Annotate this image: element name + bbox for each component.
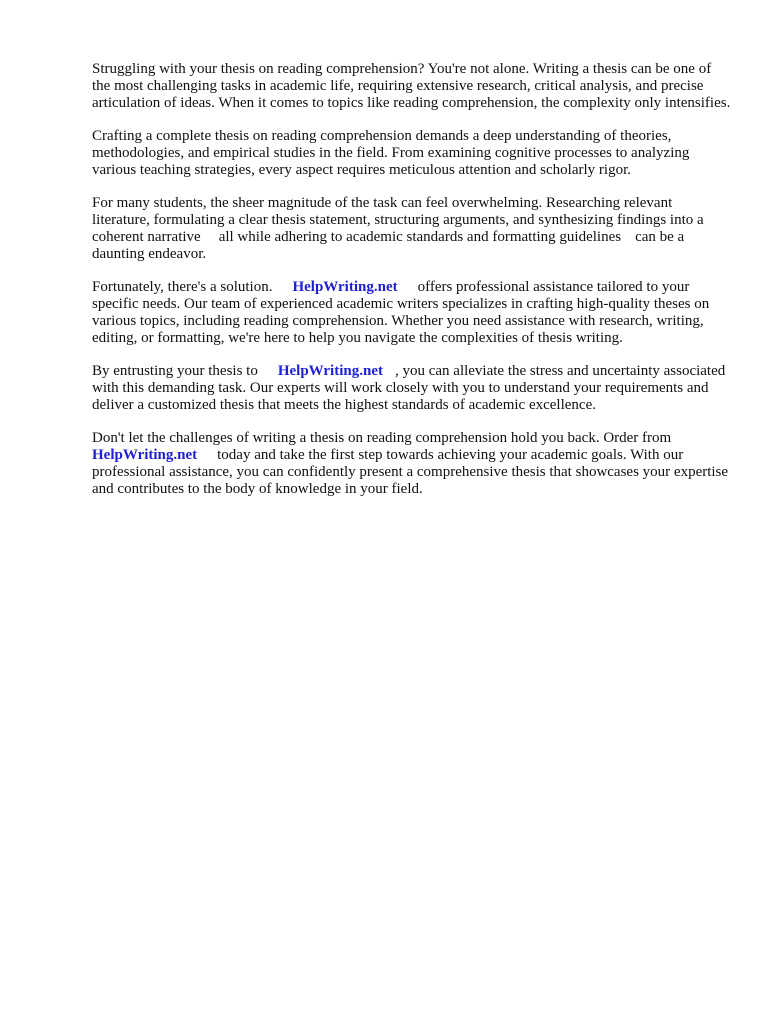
- paragraph-entrusting: [92, 363, 732, 414]
- paragraph-intro: [92, 61, 732, 112]
- paragraph-entrusting-text-a: By entrusting your thesis to: [92, 363, 258, 379]
- paragraph-magnitude-text-b: all while adhering to academic standards and formatting guidelines: [218, 229, 622, 245]
- paragraph-solution: [92, 279, 732, 347]
- helpwriting-link-2[interactable]: HelpWriting.net: [277, 363, 383, 379]
- paragraph-solution-text-a: Fortunately, there's a solution.: [92, 279, 273, 295]
- paragraph-solution-text-b: offers professional assistance tailored to your specific needs. Our team of experienced academic writers specializes in crafting high-quality theses on various topics, including reading comprehension. Whether you need assistance with research, writing, editing, or formatting, we're here to help you navigate the complexities of thesis writing.: [92, 279, 710, 346]
- paragraph-crafting: [92, 128, 732, 179]
- paragraph-crafting-text: Crafting a complete thesis on reading comprehension demands a deep understanding of theories, methodologies, and empirical studies in the field. From examining cognitive processes to analyzing various teaching strategies, every aspect requires meticulous attention and scholarly rigor.: [92, 128, 690, 178]
- paragraph-order-text-a: Don't let the challenges of writing a thesis on reading comprehension hold you back. Order from: [92, 430, 672, 446]
- paragraph-order: [92, 430, 732, 498]
- paragraph-magnitude-text-c: can be a daunting endeavor.: [92, 229, 685, 262]
- paragraph-order-text-b: today and take the first step towards achieving your academic goals. With our professional assistance, you can confidently present a comprehensive thesis that showcases your expertise and contributes to the body of knowledge in your field.: [92, 447, 729, 497]
- paragraph-magnitude-text-a: For many students, the sheer magnitude of the task can feel overwhelming. Researching relevant literature, formulating a clear thesis statement, structuring arguments, and synthesizing findings into a coherent narrative: [92, 195, 704, 245]
- paragraph-entrusting-text-b: , you can alleviate the stress and uncertainty associated with this demanding task. Our experts will work closely with you to understand your requirements and deliver a customized thesis that meets the highest standards of academic excellence.: [92, 363, 726, 413]
- paragraph-intro-text: Struggling with your thesis on reading comprehension? You're not alone. Writing a thesis can be one of the most challenging tasks in academic life, requiring extensive research, critical analysis, and precise articulation of ideas. When it comes to topics like reading comprehension, the complexity only intensifies.: [92, 61, 731, 111]
- helpwriting-link-1[interactable]: HelpWriting.net: [292, 279, 398, 295]
- helpwriting-link-3[interactable]: HelpWriting.net: [92, 447, 198, 463]
- paragraph-magnitude: [92, 195, 732, 263]
- document-body: [92, 61, 732, 514]
